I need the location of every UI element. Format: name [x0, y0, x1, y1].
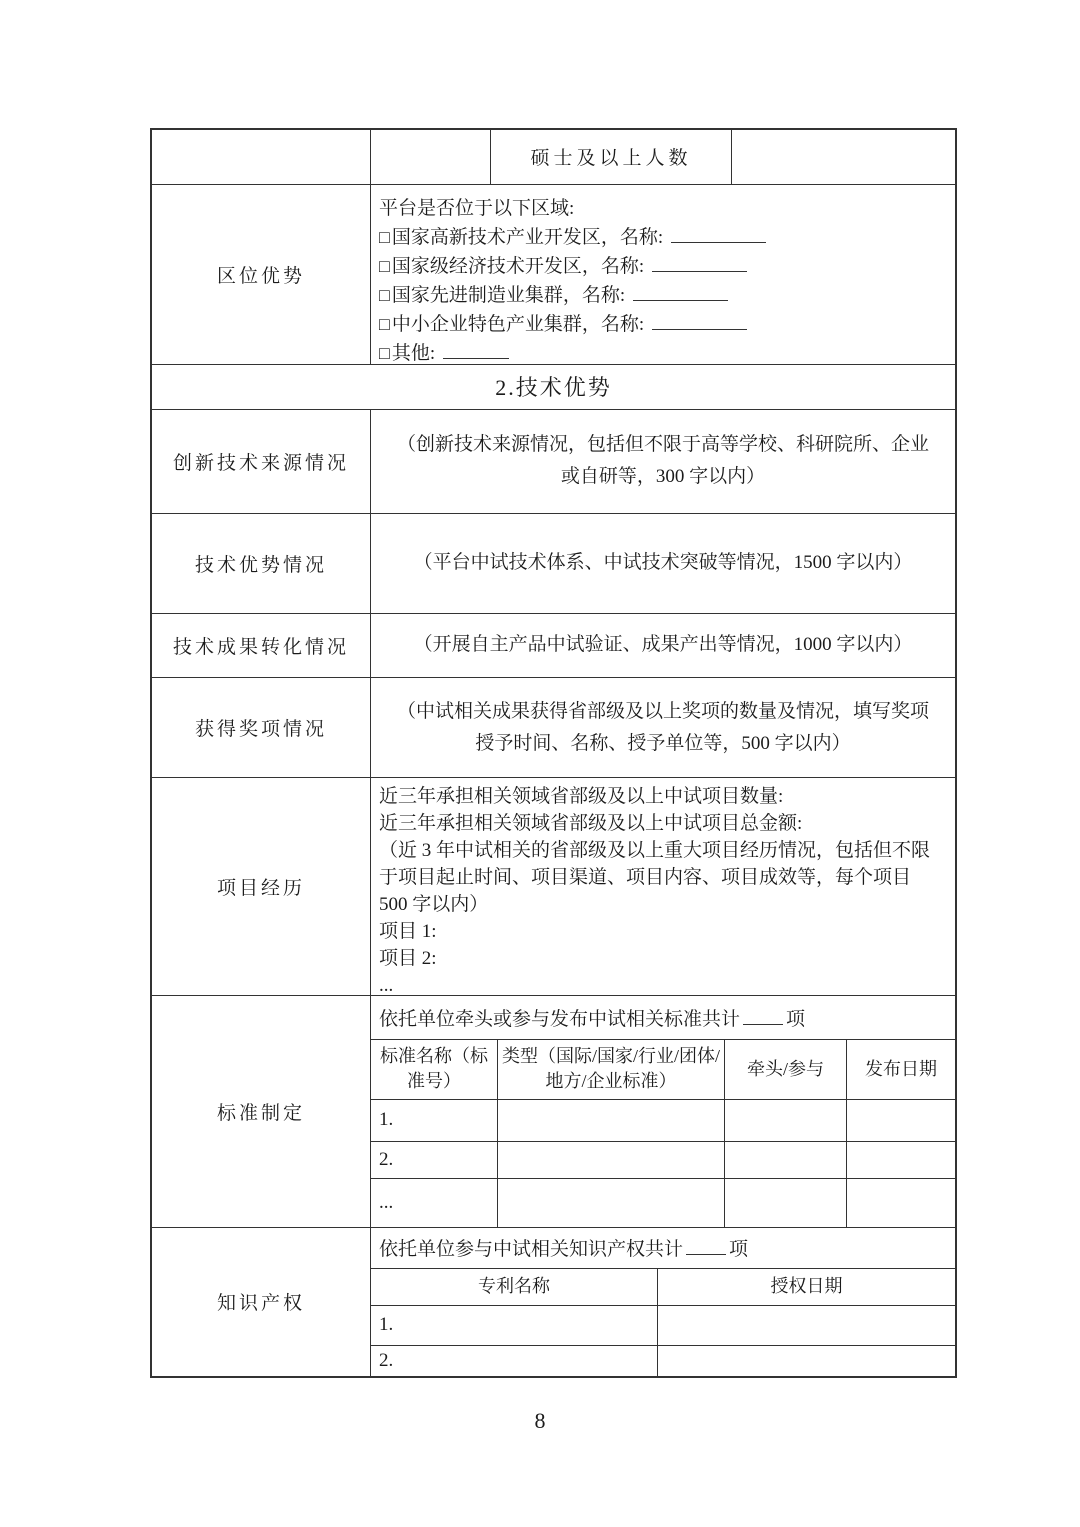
- empty-cell: [846, 1100, 955, 1141]
- project-line: 近三年承担相关领域省部级及以上中试项目总金额:: [379, 812, 803, 834]
- ip-row-number: 2.: [379, 1349, 394, 1371]
- fill-in-blank: [443, 344, 509, 359]
- table-row-masters-count: [152, 130, 955, 184]
- empty-cell: [657, 1306, 955, 1345]
- location-option: [379, 223, 955, 252]
- section-title-technical-advantage: 2.技术优势: [495, 375, 612, 401]
- fill-in-blank: [652, 257, 747, 272]
- option-label: 其他:: [391, 342, 436, 364]
- table-row-innovation-source: [152, 409, 955, 514]
- standards-data-row: [371, 1141, 955, 1178]
- ip-data-row: [371, 1345, 955, 1376]
- standards-header-type: 类型（国际/国家/行业/团体/地方/企业标准）: [497, 1040, 724, 1099]
- ip-row-number: 1.: [379, 1314, 394, 1336]
- innovation-source-hint: （创新技术来源情况，包括但不限于高等学校、科研院所、企业或自研等，300 字以内）: [370, 410, 955, 514]
- location-intro: 平台是否位于以下区域:: [379, 197, 575, 219]
- standards-sub-table: [370, 996, 955, 1227]
- empty-cell: [497, 1142, 724, 1178]
- option-label: 国家级经济技术开发区，名称:: [391, 255, 645, 277]
- standards-header-row: [371, 1039, 955, 1099]
- fill-in-blank: [652, 315, 747, 330]
- row-label-intellectual-property: 知识产权: [216, 1293, 305, 1315]
- standards-summary-suffix: 项: [786, 1008, 806, 1030]
- ip-header-row: [371, 1268, 955, 1305]
- project-line: 项目 2:: [379, 947, 437, 969]
- empty-cell: [724, 1179, 846, 1227]
- empty-cell: [657, 1346, 955, 1376]
- row-label-achievement-transformation: 技术成果转化情况: [172, 636, 349, 658]
- fill-in-blank: [633, 286, 728, 301]
- standards-summary-line: [371, 996, 955, 1039]
- empty-cell: [152, 130, 370, 184]
- ip-summary-suffix: 项: [729, 1239, 749, 1261]
- location-advantage-content: [370, 185, 955, 364]
- standards-data-row: [371, 1178, 955, 1227]
- fill-in-blank: [686, 1240, 726, 1255]
- table-row-awards: [152, 677, 955, 777]
- row-label-tech-advantage: 技术优势情况: [194, 554, 327, 576]
- row-label-project-experience: 项目经历: [216, 877, 305, 899]
- standards-summary-prefix: 依托单位牵头或参与发布中试相关标准共计: [379, 1008, 741, 1030]
- fill-in-blank: [671, 228, 766, 243]
- empty-cell: [846, 1179, 955, 1227]
- location-option: [379, 281, 955, 310]
- empty-cell: [846, 1142, 955, 1178]
- table-row-project-experience: [152, 777, 955, 995]
- empty-cell: [497, 1179, 724, 1227]
- option-label: 国家先进制造业集群，名称:: [391, 284, 626, 306]
- ip-header-grant-date: 授权日期: [657, 1269, 955, 1305]
- empty-cell: [370, 130, 490, 184]
- row-label-innovation-source: 创新技术来源情况: [172, 452, 349, 474]
- standards-row-number: 2.: [379, 1148, 394, 1170]
- option-label: 国家高新技术产业开发区，名称:: [391, 226, 664, 248]
- table-row-location-advantage: [152, 184, 955, 364]
- location-option: [379, 310, 955, 339]
- standards-header-date: 发布日期: [846, 1040, 955, 1099]
- application-form-table: [150, 128, 957, 1378]
- checkbox-unchecked-icon: □: [379, 255, 390, 276]
- standards-header-lead: 牵头/参与: [724, 1040, 846, 1099]
- tech-advantage-hint: （平台中试技术体系、中试技术突破等情况，1500 字以内）: [370, 514, 955, 613]
- achievement-transformation-hint: （开展自主产品中试验证、成果产出等情况，1000 字以内）: [370, 614, 955, 678]
- project-experience-content: [370, 778, 955, 995]
- ip-summary-line: [371, 1228, 955, 1268]
- ip-summary-prefix: 依托单位参与中试相关知识产权共计: [379, 1239, 684, 1261]
- standards-header-name: 标准名称（标准号）: [380, 1046, 488, 1092]
- project-line: （近 3 年中试相关的省部级及以上重大项目经历情况，包括但不限于项目起止时间、项目渠道、项目内容、项目成效等，每个项目 500 字以内）: [379, 839, 931, 915]
- masters-count-label: 硕士及以上人数: [490, 130, 731, 184]
- table-row-achievement-transformation: [152, 613, 955, 678]
- ip-header-patent-name: 专利名称: [478, 1276, 550, 1297]
- masters-count-value-cell: [731, 130, 955, 184]
- checkbox-unchecked-icon: □: [379, 226, 390, 247]
- empty-cell: [497, 1100, 724, 1141]
- fill-in-blank: [743, 1010, 783, 1025]
- checkbox-unchecked-icon: □: [379, 313, 390, 334]
- awards-hint: （中试相关成果获得省部级及以上奖项的数量及情况，填写奖项授予时间、名称、授予单位等，500 字以内）: [370, 678, 955, 777]
- ip-sub-table: [370, 1228, 955, 1376]
- location-option: [379, 252, 955, 281]
- empty-cell: [724, 1100, 846, 1141]
- project-line: ...: [379, 974, 394, 996]
- empty-cell: [724, 1142, 846, 1178]
- table-row-intellectual-property: [152, 1227, 955, 1376]
- page-number: 8: [534, 1408, 546, 1433]
- row-label-awards: 获得奖项情况: [194, 719, 327, 741]
- table-row-standards: [152, 995, 955, 1227]
- project-line: 项目 1:: [379, 920, 437, 942]
- table-row-tech-advantage: [152, 513, 955, 613]
- table-row-section-header: [152, 364, 955, 409]
- row-label-location-advantage: 区位优势: [216, 265, 305, 287]
- project-line: 近三年承担相关领域省部级及以上中试项目数量:: [379, 785, 784, 807]
- standards-row-number: 1.: [379, 1109, 394, 1131]
- standards-row-number: ...: [379, 1191, 394, 1213]
- ip-data-row: [371, 1305, 955, 1345]
- checkbox-unchecked-icon: □: [379, 284, 390, 305]
- row-label-standards: 标准制定: [216, 1102, 305, 1124]
- option-label: 中小企业特色产业集群，名称:: [391, 313, 645, 335]
- standards-data-row: [371, 1099, 955, 1141]
- checkbox-unchecked-icon: □: [379, 342, 390, 363]
